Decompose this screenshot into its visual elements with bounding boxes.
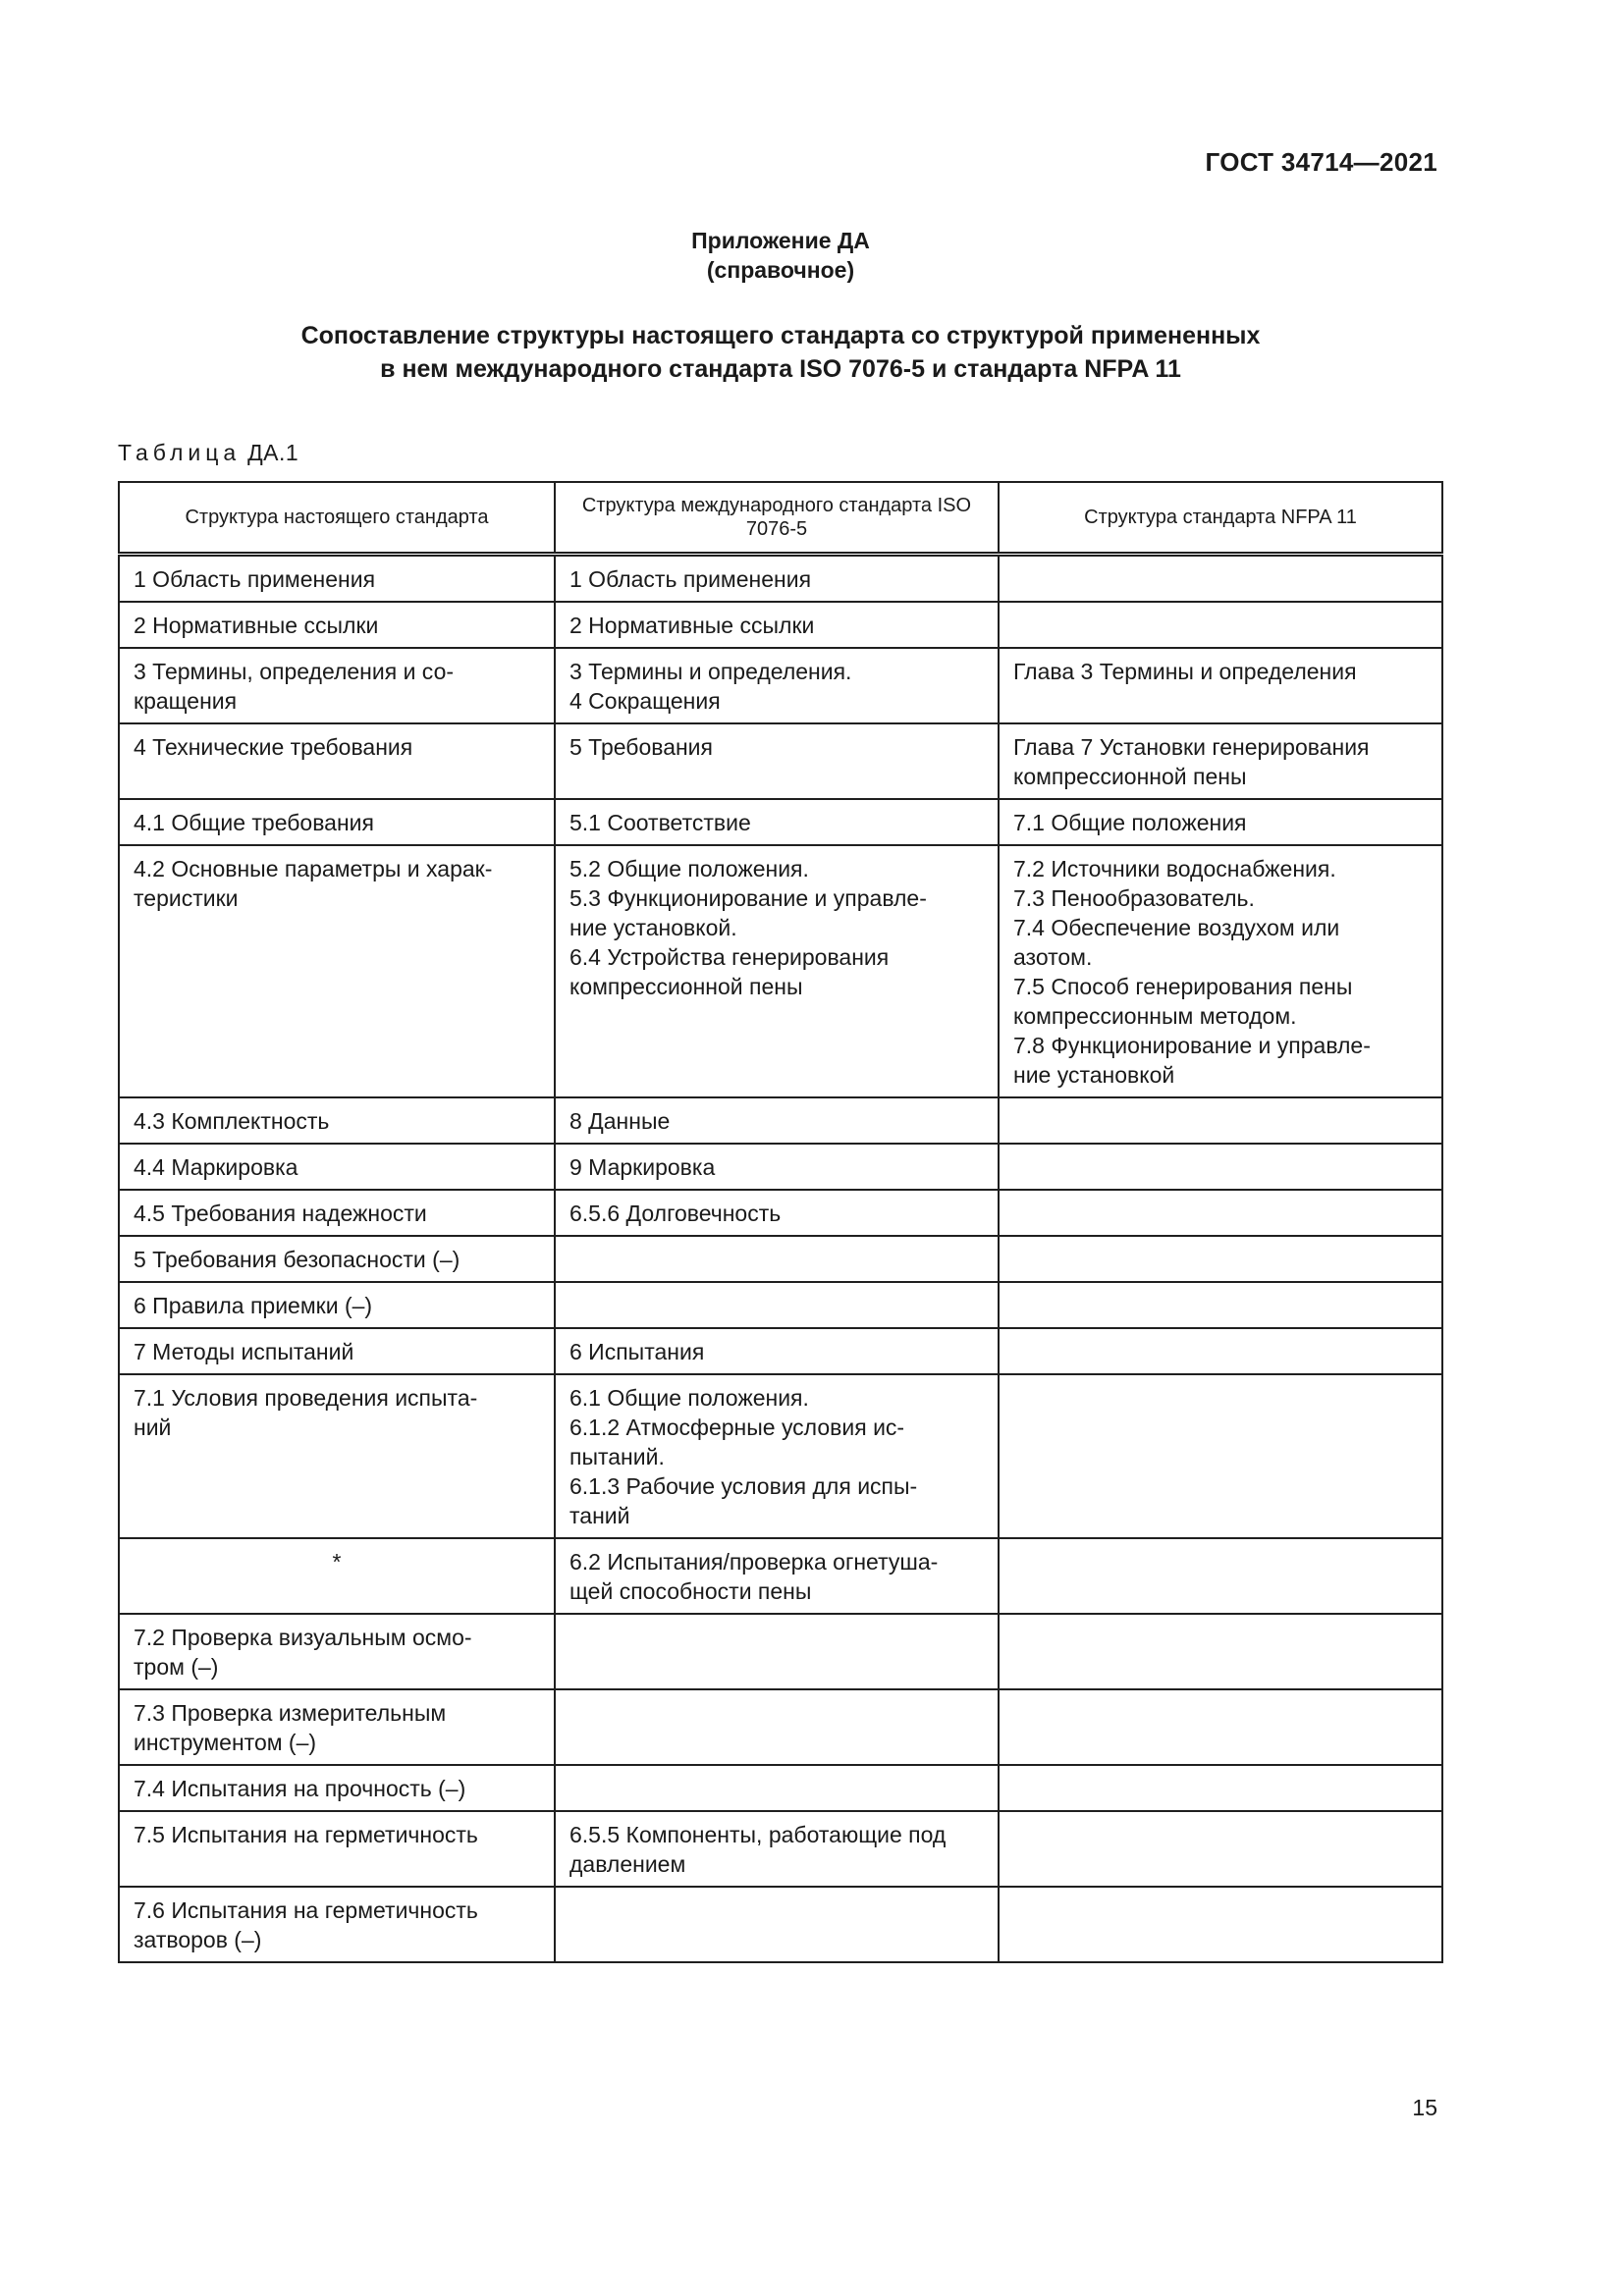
cell-iso-7076-5 <box>555 1236 999 1282</box>
cell-iso-7076-5: 8 Данные <box>555 1097 999 1144</box>
cell-nfpa-11: Глава 3 Термины и определения <box>999 648 1442 723</box>
cell-this-standard: 4.2 Основные параметры и харак- теристики <box>119 845 555 1097</box>
cell-nfpa-11 <box>999 1144 1442 1190</box>
cell-nfpa-11 <box>999 602 1442 648</box>
table-row <box>119 723 1442 799</box>
cell-this-standard: 4.1 Общие требования <box>119 799 555 845</box>
cell-iso-7076-5: 9 Маркировка <box>555 1144 999 1190</box>
cell-this-standard: 4 Технические требования <box>119 723 555 799</box>
header-row <box>119 482 1442 555</box>
table-row <box>119 1538 1442 1614</box>
table-row <box>119 799 1442 845</box>
document-title <box>0 319 1561 386</box>
cell-nfpa-11 <box>999 1282 1442 1328</box>
cell-nfpa-11: 7.2 Источники водоснабжения. 7.3 Пенообразователь. 7.4 Обеспечение воздухом или азотом. 7.5 Способ генерирования пены компрессионным методом. 7.8 Функционирование и управле- ние установкой <box>999 845 1442 1097</box>
cell-this-standard: 7.3 Проверка измерительным инструментом (–) <box>119 1689 555 1765</box>
table-body <box>119 555 1442 1963</box>
column-header-nfpa-11: Структура стандарта NFPA 11 <box>999 482 1442 555</box>
cell-this-standard: 7.6 Испытания на герметичность затворов (–) <box>119 1887 555 1962</box>
cell-this-standard: 5 Требования безопасности (–) <box>119 1236 555 1282</box>
cell-iso-7076-5: 6.5.5 Компоненты, работающие под давлением <box>555 1811 999 1887</box>
cell-iso-7076-5: 5 Требования <box>555 723 999 799</box>
cell-nfpa-11 <box>999 1689 1442 1765</box>
table-label <box>118 440 298 466</box>
table-row <box>119 1190 1442 1236</box>
cell-iso-7076-5: 1 Область применения <box>555 555 999 603</box>
table-row <box>119 1689 1442 1765</box>
table-row <box>119 1811 1442 1887</box>
table-row <box>119 1887 1442 1962</box>
comparison-table <box>118 481 1443 1963</box>
cell-nfpa-11 <box>999 1614 1442 1689</box>
table-row <box>119 1614 1442 1689</box>
table-header <box>119 482 1442 555</box>
cell-nfpa-11: Глава 7 Установки генерирования компрессионной пены <box>999 723 1442 799</box>
cell-iso-7076-5: 6 Испытания <box>555 1328 999 1374</box>
cell-this-standard: 6 Правила приемки (–) <box>119 1282 555 1328</box>
cell-iso-7076-5: 5.2 Общие положения. 5.3 Функционирование и управле- ние установкой. 6.4 Устройства генерирования компрессионной пены <box>555 845 999 1097</box>
column-header-iso-7076-5: Структура международного стандарта ISO 7076-5 <box>555 482 999 555</box>
cell-nfpa-11 <box>999 1190 1442 1236</box>
cell-this-standard: 7.4 Испытания на прочность (–) <box>119 1765 555 1811</box>
cell-nfpa-11 <box>999 1538 1442 1614</box>
table-row <box>119 1097 1442 1144</box>
cell-nfpa-11: 7.1 Общие положения <box>999 799 1442 845</box>
table-row <box>119 1282 1442 1328</box>
cell-iso-7076-5 <box>555 1689 999 1765</box>
comparison-table-wrapper <box>118 481 1441 1963</box>
table-row <box>119 1236 1442 1282</box>
cell-this-standard: 7.2 Проверка визуальным осмо- тром (–) <box>119 1614 555 1689</box>
table-row <box>119 845 1442 1097</box>
appendix-note: (справочное) <box>706 257 855 283</box>
cell-iso-7076-5 <box>555 1282 999 1328</box>
cell-nfpa-11 <box>999 1887 1442 1962</box>
cell-iso-7076-5 <box>555 1887 999 1962</box>
cell-iso-7076-5 <box>555 1765 999 1811</box>
table-label-number: ДА.1 <box>247 440 299 465</box>
page-number: 15 <box>1412 2095 1437 2120</box>
cell-this-standard: 2 Нормативные ссылки <box>119 602 555 648</box>
table-row <box>119 1328 1442 1374</box>
title-line-2: в нем международного стандарта ISO 7076-5 и стандарта NFPA 11 <box>380 355 1181 383</box>
column-header-this-standard: Структура настоящего стандарта <box>119 482 555 555</box>
cell-nfpa-11 <box>999 1811 1442 1887</box>
cell-iso-7076-5: 6.5.6 Долговечность <box>555 1190 999 1236</box>
cell-this-standard: 7.5 Испытания на герметичность <box>119 1811 555 1887</box>
cell-iso-7076-5: 5.1 Соответствие <box>555 799 999 845</box>
cell-this-standard: 1 Область применения <box>119 555 555 603</box>
appendix-heading <box>0 226 1561 285</box>
cell-this-standard: 4.5 Требования надежности <box>119 1190 555 1236</box>
table-row <box>119 555 1442 603</box>
cell-this-standard: * <box>119 1538 555 1614</box>
cell-this-standard: 4.3 Комплектность <box>119 1097 555 1144</box>
table-row <box>119 602 1442 648</box>
cell-iso-7076-5: 6.2 Испытания/проверка огнетуша- щей способности пены <box>555 1538 999 1614</box>
cell-iso-7076-5: 2 Нормативные ссылки <box>555 602 999 648</box>
cell-nfpa-11 <box>999 555 1442 603</box>
cell-nfpa-11 <box>999 1328 1442 1374</box>
table-row <box>119 1765 1442 1811</box>
document-code: ГОСТ 34714—2021 <box>1205 147 1437 177</box>
cell-nfpa-11 <box>999 1765 1442 1811</box>
appendix-title: Приложение ДА <box>691 228 870 253</box>
cell-iso-7076-5 <box>555 1614 999 1689</box>
cell-iso-7076-5: 6.1 Общие положения. 6.1.2 Атмосферные условия ис- пытаний. 6.1.3 Рабочие условия для испы- таний <box>555 1374 999 1538</box>
table-label-prefix: Таблица <box>118 440 242 465</box>
cell-iso-7076-5: 3 Термины и определения. 4 Сокращения <box>555 648 999 723</box>
cell-nfpa-11 <box>999 1374 1442 1538</box>
cell-nfpa-11 <box>999 1097 1442 1144</box>
table-row <box>119 648 1442 723</box>
cell-nfpa-11 <box>999 1236 1442 1282</box>
title-line-1: Сопоставление структуры настоящего стандарта со структурой примененных <box>300 322 1261 349</box>
cell-this-standard: 7.1 Условия проведения испыта- ний <box>119 1374 555 1538</box>
table-row <box>119 1144 1442 1190</box>
cell-this-standard: 4.4 Маркировка <box>119 1144 555 1190</box>
table-row <box>119 1374 1442 1538</box>
cell-this-standard: 7 Методы испытаний <box>119 1328 555 1374</box>
cell-this-standard: 3 Термины, определения и со- кращения <box>119 648 555 723</box>
